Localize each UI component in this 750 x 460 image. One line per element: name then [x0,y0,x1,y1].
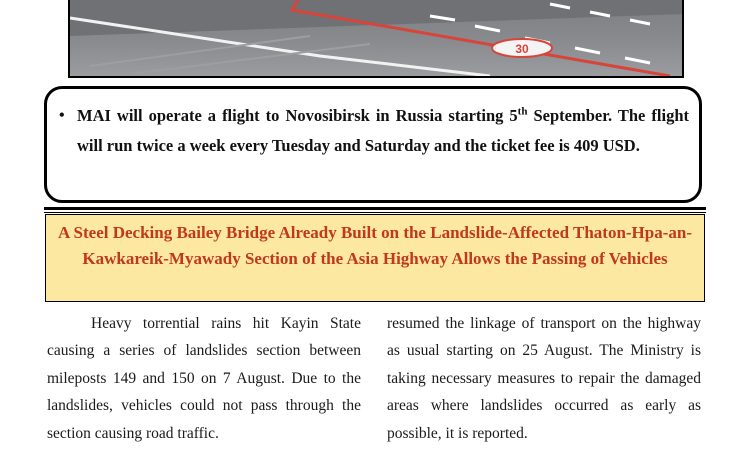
announcement-text-part1: MAI will operate a flight to Novosibirsk in Russia starting 5 [77,106,518,125]
announcement-superscript: th [517,105,528,118]
speed-marking-text: 30 [515,42,529,56]
announcement-box [44,86,702,203]
announcement-text-part2: September. The flight will run twice a week every Tuesday and Saturday and the ticket fee is 409 USD. [77,106,689,155]
bullet-icon: • [59,107,65,124]
headline-rule-thick [44,207,706,210]
article-headline: A Steel Decking Bailey Bridge Already Built on the Landslide-Affected Thaton-Hpa-an-Kawkareik-Myawady Section of the Asia Highway Allows the Passing of Vehicles [45,214,705,302]
article-column-left: Heavy torrential rains hit Kayin State causing a series of landslides section between mileposts 149 and 150 on 7 August. Due to the landslides, vehicles could not pass through the section causing road traffic. [47,315,361,442]
headline-rule-thin [44,212,706,213]
announcement-text [77,101,689,161]
article-column-right: resumed the linkage of transport on the highway as usual starting on 25 August. The Ministry is taking necessary measures to repair the damaged areas where landslides occurred as early as possible, it is reported. [387,315,701,442]
announcement-item [59,101,689,161]
runway-photo [68,0,684,78]
runway-photo-graphic [70,0,682,76]
